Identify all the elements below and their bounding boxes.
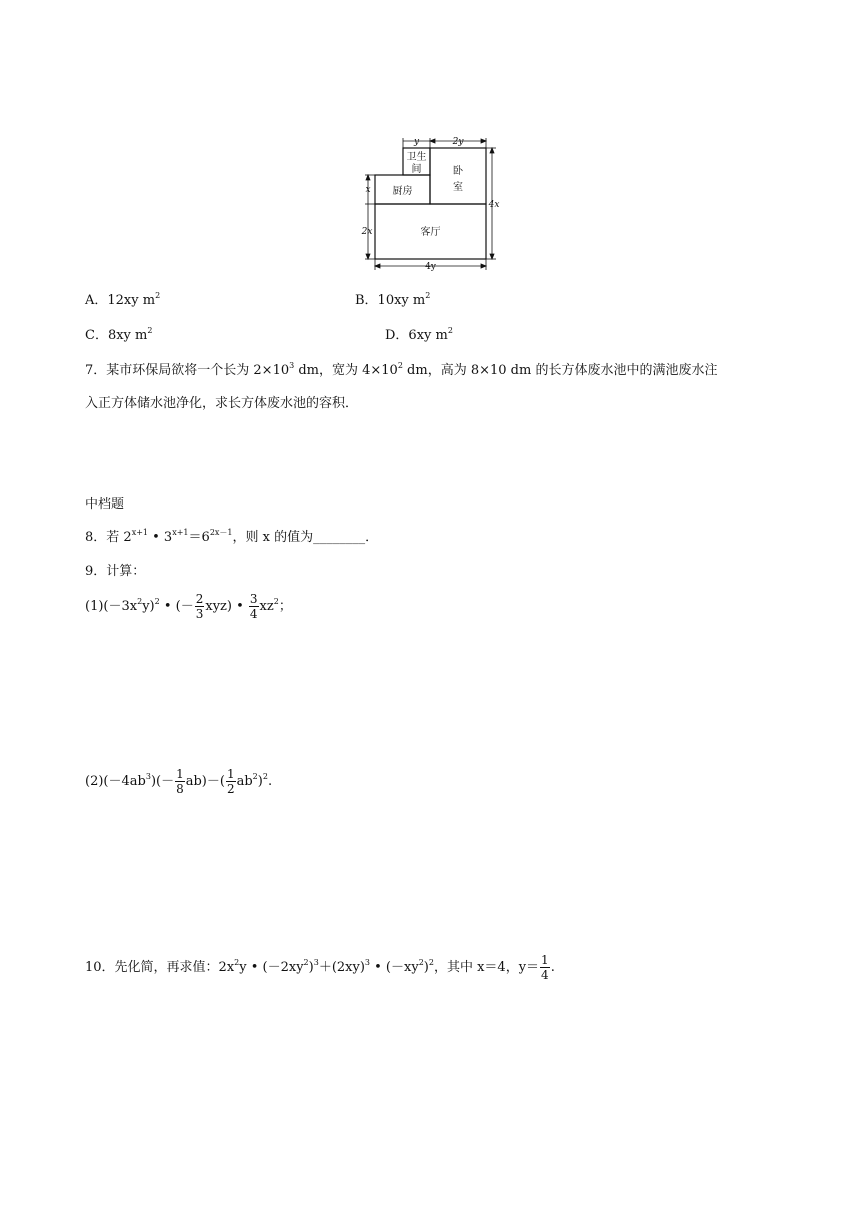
option-d-sup: 2 [447, 326, 453, 335]
q7-p3: dm，高为 8×10 dm 的长方体废水池中的满池废水注 [402, 363, 718, 378]
label-living-room: 客厅 [420, 227, 441, 238]
option-b-sup: 2 [425, 291, 431, 300]
q10-s4: 3 [364, 958, 370, 967]
question-8 [85, 526, 378, 545]
q9-1-fraction-2 [249, 592, 259, 621]
q9-1-f1-den: 3 [195, 607, 204, 621]
q9-2-f: . [267, 774, 273, 789]
option-d [385, 324, 453, 343]
option-a-text: A．12xy m [85, 293, 156, 308]
q9-1-s3: 2 [273, 597, 279, 606]
option-b [355, 289, 430, 308]
q10-fraction [540, 953, 550, 982]
dim-left-2x: 2x [361, 227, 373, 237]
q10-f-den: 4 [541, 968, 549, 982]
question-9-title: 9．计算： [85, 564, 146, 579]
q10-a: 10．先化简，再求值：2x [85, 960, 235, 975]
q10-g: ，其中 x＝4，y＝ [433, 960, 540, 975]
q10-h: . [550, 960, 555, 975]
q7-s2: 2 [397, 361, 403, 370]
section-heading: 中档题 [85, 497, 125, 512]
option-c [85, 324, 152, 343]
q9-1-f1-num: 2 [195, 592, 204, 606]
q10-f: ) [423, 960, 429, 975]
q9-2-f1-den: 8 [176, 782, 184, 796]
option-a-sup: 2 [155, 291, 161, 300]
option-c-sup: 2 [147, 326, 153, 335]
question-7-line-2: 入正方体储水池净化，求长方体废水池的容积． [85, 396, 359, 411]
q7-p1: 7．某市环保局欲将一个长为 2×10 [85, 363, 290, 378]
dim-bottom-4y: 4y [425, 262, 436, 272]
dim-top-2y: 2y [452, 137, 464, 147]
q9-2-b: )(－ [150, 774, 175, 789]
q9-2-s2: 2 [252, 772, 258, 781]
q9-2-c: ab)－( [185, 774, 225, 789]
q8-s1: x+1 [131, 528, 148, 537]
q8-p3: ＝6 [188, 530, 210, 545]
q9-1-d: xyz) • [205, 599, 248, 614]
q10-s5: 2 [418, 958, 424, 967]
q10-s2: 2 [303, 958, 309, 967]
q7-s1: 3 [289, 361, 295, 370]
q8-s3: 2x－1 [209, 528, 233, 537]
option-a [85, 289, 160, 308]
q9-1-f: ； [278, 599, 292, 614]
label-bedroom-2: 室 [453, 182, 463, 193]
question-7-line-1 [85, 359, 717, 378]
q9-2-d: ab [236, 774, 253, 789]
q9-2-s1: 3 [145, 772, 151, 781]
q10-e: • (－xy [370, 960, 419, 975]
q9-2-fraction-1 [175, 767, 185, 796]
q8-p2: • 3 [148, 530, 173, 545]
q10-d: ＋(2xy) [318, 960, 365, 975]
q9-1-f2-num: 3 [249, 592, 258, 606]
label-kitchen: 厨房 [392, 186, 413, 197]
question-10 [85, 953, 555, 982]
label-bedroom-1: 卧 [453, 166, 463, 177]
q8-p1: 8．若 2 [85, 530, 132, 545]
dim-right-4x: 4x [488, 200, 500, 210]
q9-2-f2-den: 2 [226, 782, 235, 796]
q9-1-s2: 2 [154, 597, 160, 606]
q10-f-num: 1 [541, 953, 549, 967]
q9-1-b: y) [142, 599, 155, 614]
q9-2-f2-num: 1 [226, 767, 235, 781]
q10-s3: 3 [313, 958, 319, 967]
q8-p4: ，则 x 的值为________． [232, 530, 379, 545]
q9-1-s1: 2 [137, 597, 143, 606]
floor-plan-figure [355, 135, 505, 275]
question-9-part-1 [85, 592, 292, 621]
option-d-text: D．6xy m [385, 328, 448, 343]
q9-2-f1-num: 1 [176, 767, 184, 781]
q9-1-f2-den: 4 [249, 607, 258, 621]
q9-2-fraction-2 [226, 767, 236, 796]
label-bathroom-2: 间 [411, 164, 422, 175]
q10-s1: 2 [234, 958, 240, 967]
q9-1-a: (1)(－3x [85, 599, 138, 614]
option-c-text: C．8xy m [85, 328, 148, 343]
dim-left-x: x [365, 185, 371, 195]
q10-s6: 2 [428, 958, 434, 967]
q7-p2: dm，宽为 4×10 [294, 363, 398, 378]
q9-1-fraction-1 [195, 592, 205, 621]
q9-2-a: (2)(－4ab [85, 774, 146, 789]
q8-s2: x+1 [172, 528, 189, 537]
q9-2-s3: 2 [262, 772, 268, 781]
dim-top-y: y [413, 137, 420, 147]
q9-1-e: xz [259, 599, 274, 614]
option-b-text: B．10xy m [355, 293, 426, 308]
label-bathroom-1: 卫生 [406, 152, 427, 163]
q9-1-c: • (－ [159, 599, 194, 614]
q10-b: y • (－2xy [239, 960, 304, 975]
q10-c: ) [308, 960, 314, 975]
question-9-part-2 [85, 767, 272, 796]
q9-2-e: ) [257, 774, 263, 789]
